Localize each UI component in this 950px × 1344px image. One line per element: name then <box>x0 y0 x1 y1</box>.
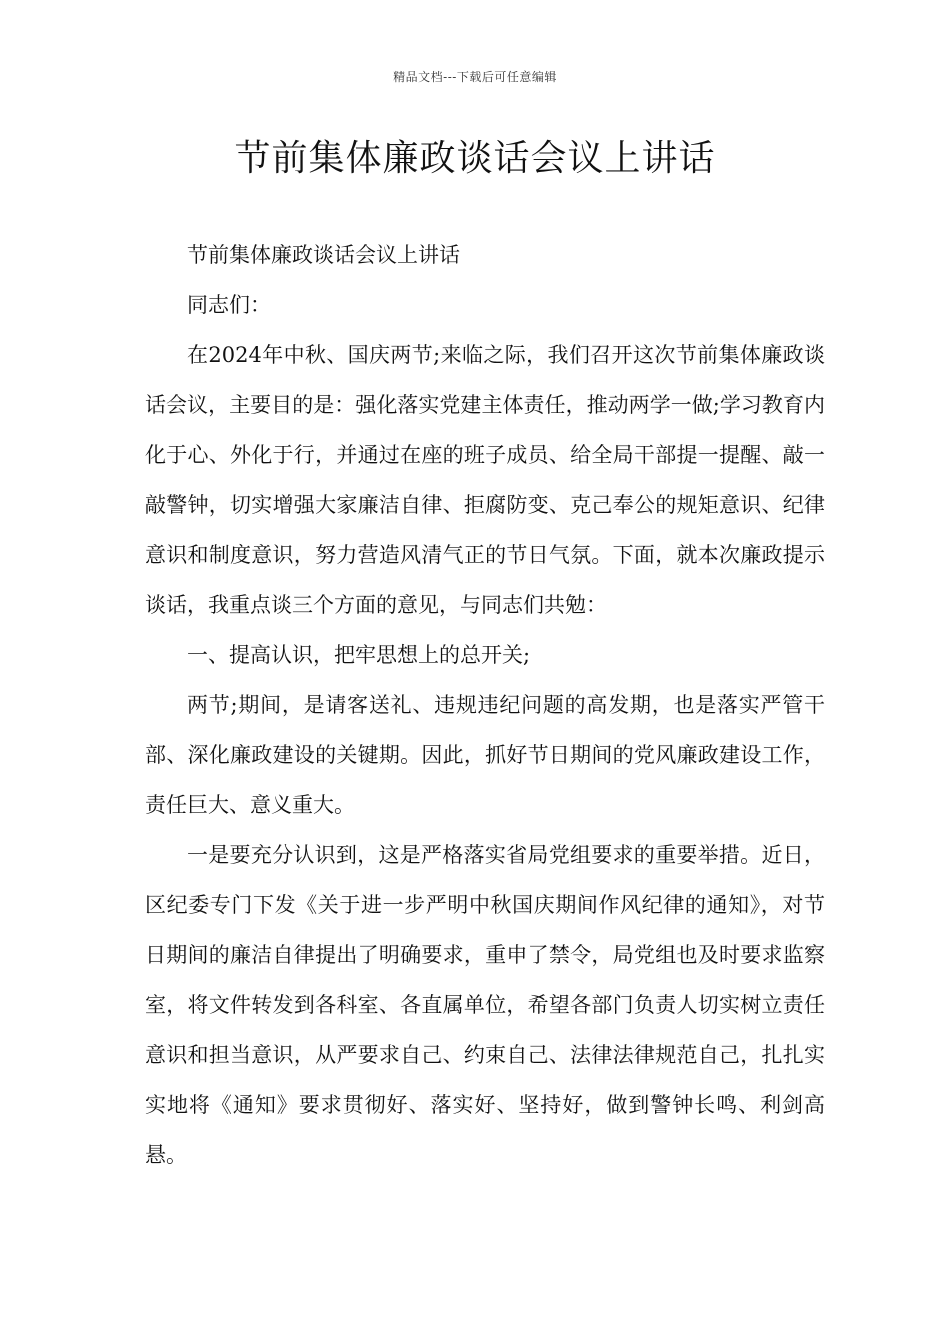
intro-paragraph: 在2024年中秋、国庆两节;来临之际，我们召开这次节前集体廉政谈话会议，主要目的是：强化落实党建主体责任，推动两学一做;学习教育内化于心、外化于行，并通过在座的班子成员、给全局干部提一提醒、敲一敲警钟，切实增强大家廉洁自律、拒腐防变、克己奉公的规矩意识、纪律意识和制度意识，努力营造风清气正的节日气氛。下面，就本次廉政提示谈话，我重点谈三个方面的意见，与同志们共勉： <box>145 343 825 617</box>
document-body <box>145 230 825 1180</box>
subtitle-paragraph: 节前集体廉政谈话会议上讲话 <box>187 243 460 267</box>
body-paragraph: 两节;期间，是请客送礼、违规违纪问题的高发期，也是落实严管干部、深化廉政建设的关键期。因此，抓好节日期间的党风廉政建设工作，责任巨大、意义重大。 <box>145 693 825 817</box>
section-heading-paragraph: 一、提高认识，把牢思想上的总开关; <box>187 643 531 667</box>
document-title: 节前集体廉政谈话会议上讲话 <box>234 138 716 179</box>
salutation-paragraph: 同志们： <box>187 293 271 317</box>
body-paragraph: 一是要充分认识到，这是严格落实省局党组要求的重要举措。近日，区纪委专门下发《关于进一步严明中秋国庆期间作风纪律的通知》，对节日期间的廉洁自律提出了明确要求，重申了禁令，局党组也及时要求监察室，将文件转发到各科室、各直属单位，希望各部门负责人切实树立责任意识和担当意识，从严要求自己、约束自己、法律法律规范自己，扎扎实实地将《通知》要求贯彻好、落实好、坚持好，做到警钟长鸣、利剑高悬。 <box>145 843 825 1167</box>
header-note: 精品文档---下载后可任意编辑 <box>393 70 557 84</box>
